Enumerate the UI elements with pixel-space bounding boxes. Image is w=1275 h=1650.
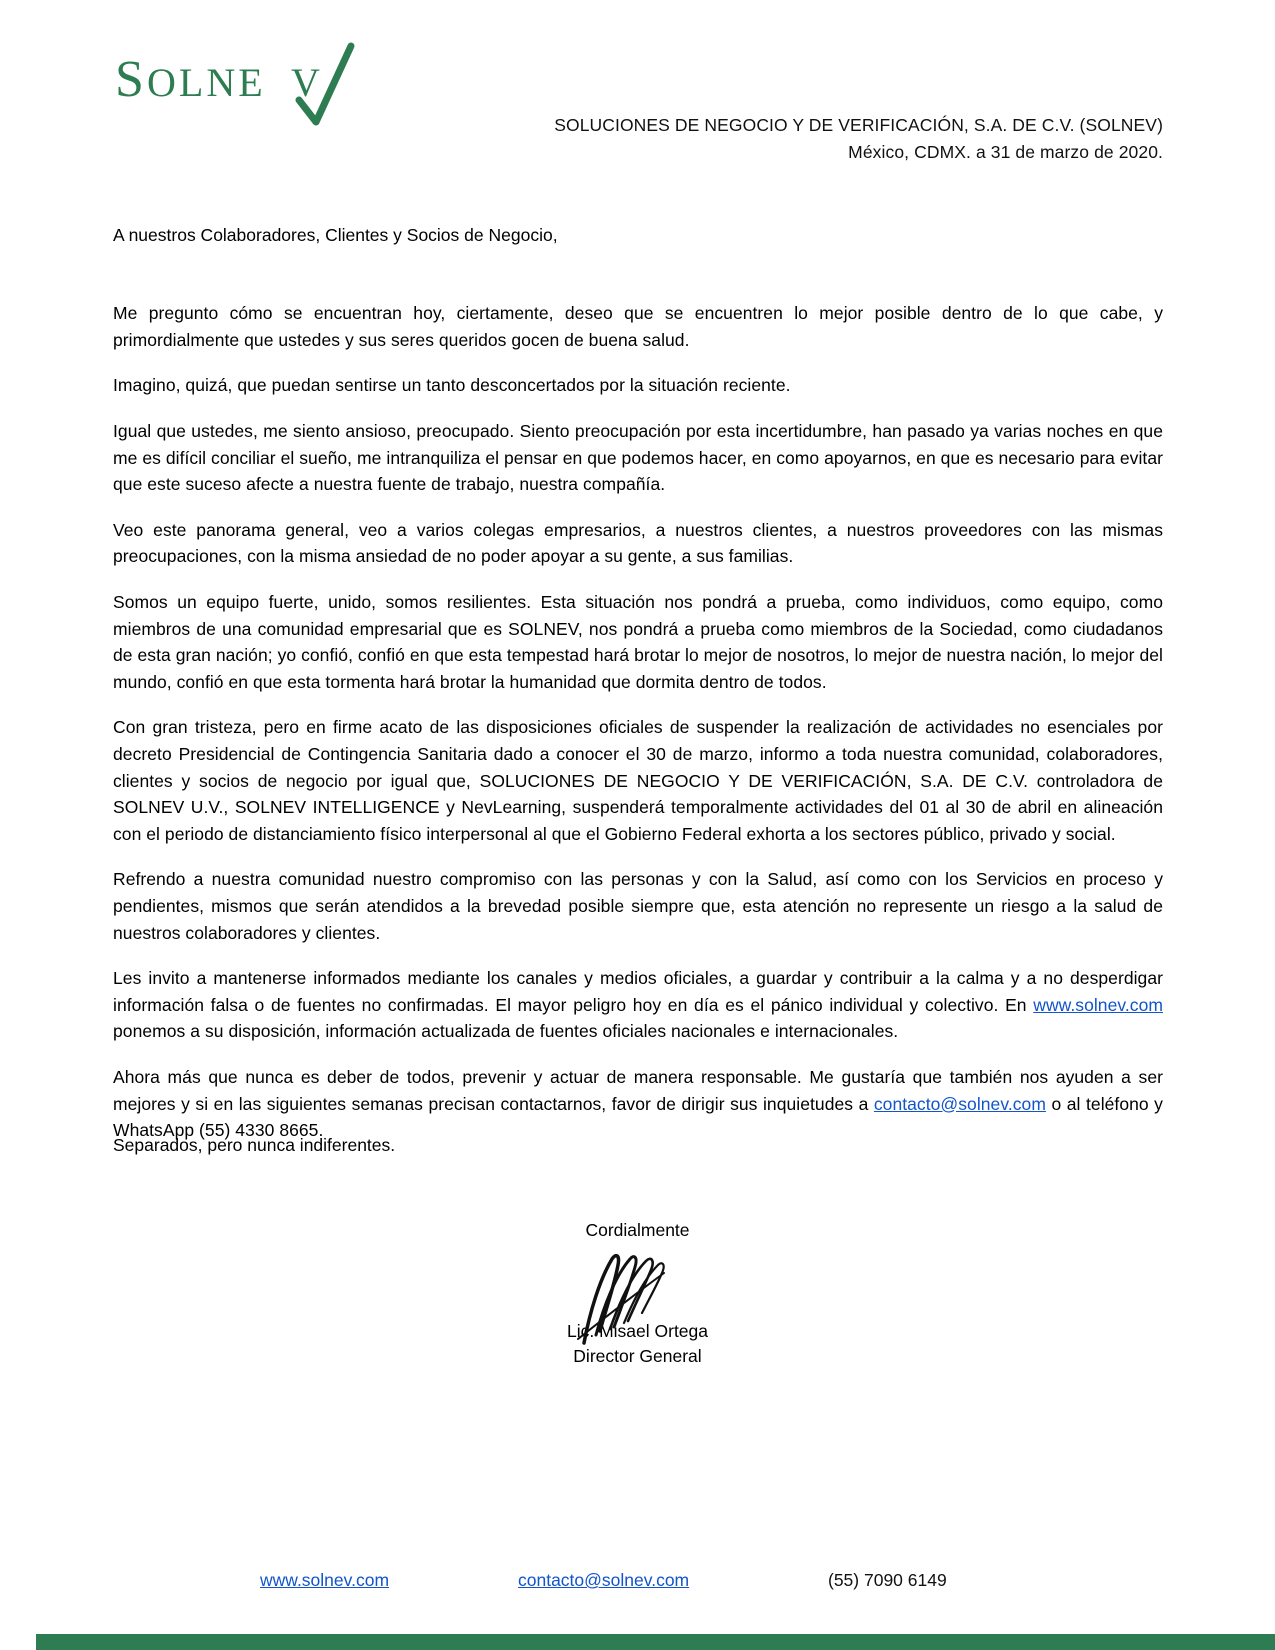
footer-accent-bar xyxy=(0,1634,1275,1650)
paragraph-2: Imagino, quizá, que puedan sentirse un tanto desconcertados por la situación reciente. xyxy=(113,375,791,396)
email-link-inline[interactable]: contacto@solnev.com xyxy=(873,1093,1046,1114)
footer-accent-bar-gap xyxy=(0,1634,36,1650)
website-link-inline[interactable]: www.solnev.com xyxy=(1033,994,1163,1015)
letter-body xyxy=(113,222,1163,1144)
letterhead xyxy=(113,34,1163,163)
letter-date: México, CDMX. a 31 de marzo de 2020. xyxy=(848,142,1163,163)
paragraph-9-text-before: Ahora más que nunca es deber de todos, prevenir y actuar de manera responsable. Me gustaría que también nos ayuden a ser mejores y si en las siguientes semanas precisan contactarnos, favor de dirigir sus inquietudes a xyxy=(113,1066,1163,1114)
signer-title: Director General xyxy=(573,1345,702,1366)
svg-text:S: S xyxy=(115,51,146,108)
handwritten-signature-icon xyxy=(538,1239,738,1347)
signature-cordially: Cordialmente xyxy=(585,1220,690,1240)
closing-note: Separados, pero nunca indiferentes. xyxy=(113,1135,396,1155)
paragraph-8-text-before: Les invito a mantenerse informados mediante los canales y medios oficiales, a guardar y contribuir a la calma y a no desperdigar información falsa o de fuentes no confirmadas. El mayor peligro hoy en día es el pánico individual y colectivo. En xyxy=(113,968,1163,1015)
paragraph-5: Somos un equipo fuerte, unido, somos resilientes. Esta situación nos pondrá a prueba, como individuos, como equipo, como miembros de una comunidad empresarial que es SOLNEV, nos pondrá a prueba como miembros de la Sociedad, como ciudadanos de esta gran nación; yo confió, confió en que esta tempestad hará brotar lo mejor de nosotros, lo mejor de nuestra nación, lo mejor del mundo, confió en que esta tormenta hará brotar la humanidad que dormita dentro de todos. xyxy=(113,592,1163,692)
footer-email-link[interactable]: contacto@solnev.com xyxy=(518,1570,690,1590)
paragraph-7: Refrendo a nuestra comunidad nuestro compromiso con las personas y con la Salud, así como con los Servicios en proceso y pendientes, mismos que serán atendidos a la brevedad posible siempre que, esta atención no represente un riesgo a la salud de nuestros colaboradores y clientes. xyxy=(113,869,1163,943)
paragraph-8 xyxy=(113,965,1163,1045)
footer-phone: (55) 7090 6149 xyxy=(828,1570,947,1590)
footer-accent-bar-cap xyxy=(1267,1634,1275,1650)
paragraph-3: Igual que ustedes, me siento ansioso, preocupado. Siento preocupación por esta incertidumbre, han pasado ya varias noches en que me es difícil conciliar el sueño, me intranquiliza el pensar en que podemos hacer, en como apoyarnos, en que es necesario para evitar que este suceso afecte a nuestra fuente de trabajo, nuestra compañía. xyxy=(113,421,1163,495)
company-header xyxy=(554,112,1163,166)
signature-block xyxy=(0,1218,1275,1369)
paragraph-9 xyxy=(113,1064,1163,1144)
signer-name: Lic. Misael Ortega xyxy=(566,1320,709,1341)
paragraph-6: Con gran tristeza, pero en firme acato de las disposiciones oficiales de suspender la realización de actividades no esenciales por decreto Presidencial de Contingencia Sanitaria dado a conocer el 30 de marzo, informo a toda nuestra comunidad, colaboradores, clientes y socios de negocio por igual que, SOLUCIONES DE NEGOCIO Y DE VERIFICACIÓN, S.A. DE C.V. controladora de SOLNEV U.V., SOLNEV INTELLIGENCE y NevLearning, suspenderá temporalmente actividades del 01 al 30 de abril en alineación con el periodo de distanciamiento físico interpersonal al que el Gobierno Federal exhorta a los sectores público, privado y social. xyxy=(113,717,1163,844)
footer-contacts xyxy=(0,1560,1275,1634)
salutation: A nuestros Colaboradores, Clientes y Socios de Negocio, xyxy=(113,225,558,245)
paragraph-9-text-after: o al teléfono y WhatsApp (55) 4330 8665. xyxy=(113,1093,1163,1141)
svg-text:V: V xyxy=(291,60,320,105)
company-name: SOLUCIONES DE NEGOCIO Y DE VERIFICACIÓN, S.A. DE C.V. (SOLNEV) xyxy=(554,115,1163,135)
footer xyxy=(0,1560,1275,1650)
paragraph-4: Veo este panorama general, veo a varios colegas empresarios, a nuestros clientes, a nuestros proveedores con las mismas preocupaciones, con la misma ansiedad de no poder apoyar a su gente, a sus familias. xyxy=(113,519,1163,567)
paragraph-8-text-after: ponemos a su disposición, información actualizada de fuentes oficiales nacionales e internacionales. xyxy=(113,1021,899,1042)
solnev-logo xyxy=(113,34,373,134)
svg-text:OLNE: OLNE xyxy=(147,60,266,105)
footer-website-link[interactable]: www.solnev.com xyxy=(260,1570,390,1590)
paragraph-1: Me pregunto cómo se encuentran hoy, ciertamente, deseo que se encuentren lo mejor posible dentro de lo que cabe, y primordialmente que ustedes y sus seres queridos gocen de buena salud. xyxy=(113,303,1163,350)
